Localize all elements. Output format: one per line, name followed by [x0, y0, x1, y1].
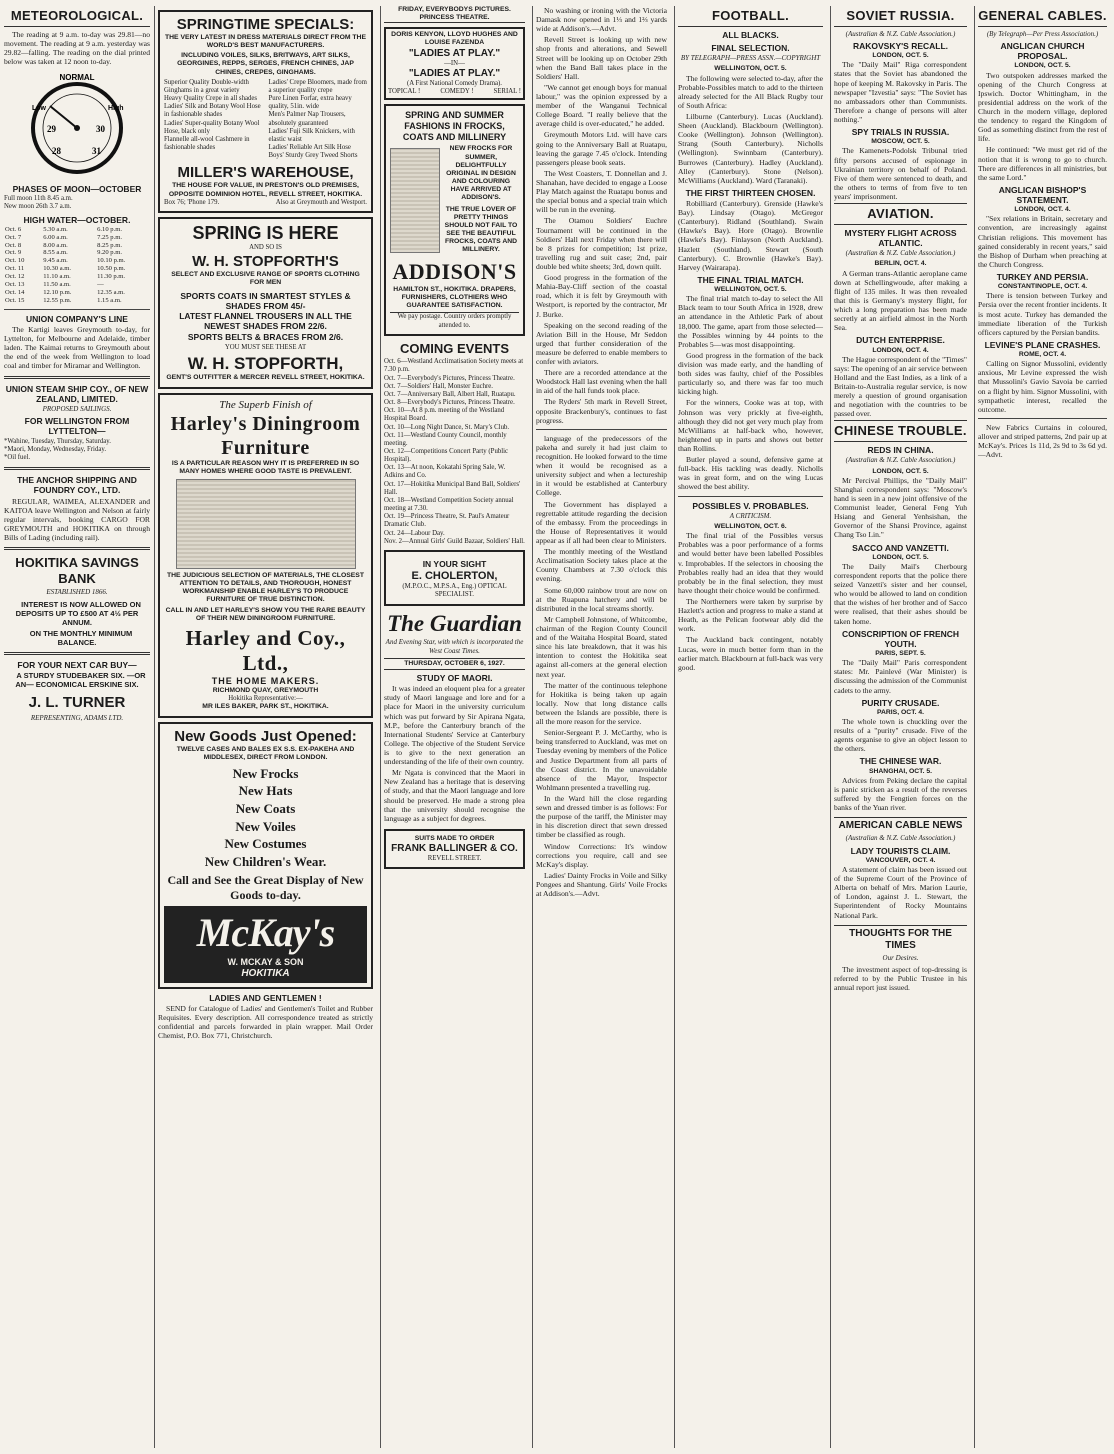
anglican-text: Two outspoken addresses marked the opening of the Church Congress at Ipswich. Doctor Whittingham, in the presidential address on the work of the Church in the modern village, deplored the tendency to regard the Kingdom of God as something distinct from the rest of life. [978, 70, 1107, 144]
high-water-heading: HIGH WATER—OCTOBER. [23, 214, 131, 225]
american-sub: (Australian & N.Z. Cable Association.) [845, 834, 956, 843]
new-goods-call: Call and See the Great Display of New Goods to-day. [167, 873, 364, 902]
mckay-town: HOKITIKA [241, 967, 290, 979]
column-2 [154, 6, 376, 1448]
spring-here-heading: SPRING IS HERE [192, 222, 339, 243]
dial-num: 29 [47, 124, 56, 135]
football-text: The following were selected to-day, after the Probable-Possibles match to add to the thirteen already selected for the All Black Rugby tour of South Africa: [678, 73, 823, 110]
harley-ad [158, 393, 373, 718]
uss-for: FOR WELLINGTON FROM LYTTELTON— [24, 416, 130, 437]
union-heading: UNION COMPANY'S LINE [26, 313, 128, 324]
list-item: New Coats [235, 801, 296, 816]
general-cables-sub: (By Telegraph—Per Press Association.) [986, 29, 1099, 38]
barometer-dial [22, 70, 132, 180]
springtime-text: INCLUDING VOILES, SILKS, BRITWAYS, ART SILKS, GEORGINES, REPPS, SERGES, FRENCH CHINES, JAP CHINES, CREPES, GINGHAMS. [177, 52, 354, 76]
event-item: Oct. 12—Competitions Concert Party (Public Hospital). [384, 447, 509, 464]
spring-here-and: AND SO IS [249, 244, 282, 252]
stopforth-address: GENT'S OUTFITTER & MERCER REVELL STREET, HOKITIKA. [166, 374, 365, 382]
leader-text-2: Mr Ngata is convinced that the Maori in New Zealand has a heritage that is deserving of study, and that the Maori language and lore should be preserved. He made a strong plea that the university should recognise the language as a subject for degrees. [384, 768, 525, 823]
leader-heading: STUDY OF MAORI. [416, 673, 493, 684]
chinese-war-text: Advices from Peking declare the capital is panic stricken as a result of the reverses suffered by the Fengtien forces on the banks of the Yuan river. [834, 775, 967, 813]
list-item: Heavy Quality Crepe in all shades [164, 95, 258, 103]
possibles-text-2: The Northerners were taken by surprise by Hazlett's action and progress to make a stand at Heath, as the Pelican footwear ably did the work. [678, 597, 823, 634]
american-heading: AMERICAN CABLE NEWS [834, 817, 967, 832]
ladies-heading: LADIES AND GENTLEMEN ! [209, 992, 322, 1003]
news-paragraph: The matter of the continuous telephone for Hokitika is being taken up again locally. Now that long distance calls between the Islands are possible, there is all the more reason for the service. [536, 680, 667, 727]
rakovsky-heading: RAKOVSKY'S RECALL. [852, 40, 949, 51]
harley-text-2: THE JUDICIOUS SELECTION OF MATERIALS, THE CLOSEST ATTENTION TO DETAILS, AND THOROUGH, HONEST WORKMANSHIP ENABLE HARLEY'S TO PRODUCE FURNITURE OF TRUE DISTINCTION. [167, 572, 364, 604]
mckay-logo-text: McKay's [196, 909, 335, 955]
list-item: New Children's Wear. [204, 853, 327, 869]
anglican-place: LONDON, OCT. 5. [1014, 62, 1071, 70]
events-heading: COMING EVENTS [399, 340, 510, 356]
conscription-heading: CONSCRIPTION OF FRENCH YOUTH. [841, 628, 960, 649]
pictures-ad [384, 27, 525, 100]
final-trial-text: The final trial match to-day to select the All Black team to tour South Africa in 1928, drew an attendance in the Athletic Park of about 18,000. The game, apart from those selected—the Possibles winning by 44 points to the Probables 5—was most disappointing. [678, 294, 823, 349]
chinese-sub: REDS IN CHINA. [867, 445, 934, 456]
springtime-heading: SPRINGTIME SPECIALS: [176, 16, 355, 33]
miller-also: Also at Greymouth and Westport. [275, 198, 367, 206]
list-item: New Costumes [224, 836, 307, 852]
tides-table [4, 226, 150, 305]
chinese-war-heading: THE CHINESE WAR. [859, 756, 942, 767]
turkey-heading: TURKEY AND PERSIA. [996, 272, 1089, 283]
news-paragraph: The monthly meeting of the Westland Acclimatisation Society takes place at the County Chambers at 7.30 o'clock this evening. [536, 547, 667, 584]
turner-sub: REPRESENTING, ADAMS LTD. [30, 713, 124, 722]
list-item: *Wahine, Tuesday, Thursday, Saturday. [4, 437, 111, 445]
dial-num: 30 [96, 124, 105, 135]
list-item: Ladies' Silk and Botany Wool Hose in fashionable shades [164, 103, 261, 119]
union-text: The Kartigi leaves Greymouth to-day, for Lyttelton, for Melbourne and Adelaide, timber laden. The Kaimai returns to Greymouth about the end of the week from Wellington to load coal and timber for Miramar and Wellington. [4, 324, 150, 371]
football-heading: FOOTBALL. [678, 6, 823, 27]
news-paragraph: Some 60,000 rainbow trout are now on at the Ruapuna hatchery and will be distributed in the local streams shortly. [536, 585, 667, 613]
dutch-heading: DUTCH ENTERPRISE. [856, 335, 945, 346]
news-paragraph: The West Coasters, T. Donnellan and J. Shanahan, have decided to engage a Loose Play Match against the Ruatapu bonus and the special bonus and a special train which will be run in the evening. [536, 168, 667, 215]
hokitika-bank-established: ESTABLISHED 1866. [46, 588, 108, 597]
news-paragraph: language of the predecessors of the pakeha and surely it had just claim to recognition. He looked forward to the time when it would be recognised as a university subject and when a lectureship in it would be established at Canterbury College. [536, 433, 667, 498]
sports-coats: SPORTS COATS IN SMARTEST STYLES & SHADES FROM 45/- [180, 290, 351, 312]
miller-heading: MILLER'S WAREHOUSE, [177, 164, 354, 182]
anchor-heading: THE ANCHOR SHIPPING AND FOUNDRY COY., LTD. [17, 475, 137, 496]
uss-sub: PROPOSED SAILINGS. [42, 404, 112, 413]
aviation-cable: (Australian & N.Z. Cable Association.) [845, 249, 956, 258]
ladies-text: SEND for Catalogue of Ladies' and Gentlemen's Toilet and Rubber Requisites. Every description. All correspondence treated as strictly confidential and parcels forwarded in plain wrapper. Mail Order Chemist, P.O. Box 771, Christchurch. [158, 1003, 373, 1041]
column-5 [674, 6, 826, 1448]
event-item: Oct. 13—At noon, Kokatahi Spring Sale, W. Adkins and Co. [384, 464, 506, 480]
hokitika-bank-heading: HOKITIKA SAVINGS BANK [15, 555, 139, 586]
spy-heading: SPY TRIALS IN RUSSIA. [851, 127, 950, 138]
rakovsky-place: LONDON, OCT. 5. [872, 52, 929, 60]
optician-sight: IN YOUR SIGHT [422, 558, 487, 569]
harley-finish: The Superb Finish of [219, 398, 312, 411]
harley-company: Harley and Coy., Ltd., [185, 625, 346, 676]
list-item: Ladies' Crepe Bloomers, made from a superior quality crepe [268, 78, 367, 94]
purity-place: PARIS, OCT. 4. [876, 708, 925, 716]
column-4 [532, 6, 670, 1448]
film-serial: SERIAL ! [493, 87, 521, 95]
moon-row: Full moon 11th 8.45 a.m. [4, 195, 73, 203]
mckay-logo [164, 906, 367, 983]
table-row: Oct. 13 11.50 a.m. — [5, 281, 104, 289]
news-paragraph: The Ryders' 5th mark in Revell Street, opposite Brackenbury's, continues to fast progress. [536, 397, 667, 425]
dial-high-label: High [108, 105, 124, 113]
stopforth-name-2: W. H. STOPFORTH, [187, 353, 344, 373]
must-see: YOU MUST SEE THESE AT [224, 343, 307, 351]
final-trial-text-4: Butler played a sound, defensive game at full-back. His tackling was deadly. Nicholls was in great form, and on the wing Lucas showed the best ability. [678, 455, 823, 492]
pictures-topbar: FRIDAY, EVERYBODYS PICTURES. PRINCESS THEATRE. [384, 6, 525, 23]
springtime-sub: THE VERY LATEST IN DRESS MATERIALS DIRECT FROM THE WORLD'S BEST MANUFACTURERS. [164, 34, 367, 50]
new-goods-sub: TWELVE CASES AND BALES EX S.S. EX-PAKEHA AND MIDDLESEX, DIRECT FROM LONDON. [176, 745, 355, 761]
thoughts-sub: Our Desires. [882, 953, 919, 962]
possibles-heading: POSSIBLES V. PROBABLES. [692, 500, 809, 511]
hokitika-bank-text2: ON THE MONTHLY MINIMUM BALANCE. [29, 628, 133, 647]
chinese-place: LONDON, OCT. 5. [872, 467, 929, 475]
ballinger-ad [384, 829, 525, 869]
harley-text: IS A PARTICULAR REASON WHY IT IS PREFERRED IN SO MANY HOMES WHERE GOOD TASTE IS PREVALENT. [171, 459, 360, 475]
purity-text: The whole town is chuckling over the results of a "purity" crusade. Five of the agents organise to give an object lesson to the others. [834, 717, 967, 754]
football-names: Lilburne (Canterbury). Lucas (Auckland). Sheen (Auckland). Blackbourn (Wellington). Cooke (Wellington). Johnson (Wellington). Strang (South Canterbury). Nicholls (Wellington). Swinnbarn (Canterbury). Burrowes (Canterbury). Hadley (Auckland). Alley (Canterbury). Stone (Nelson). McWilliams (Auckland). Ward (Taranaki). [678, 111, 823, 185]
dial-num: 28 [52, 146, 61, 157]
purity-heading: PURITY CRUSADE. [861, 697, 940, 708]
stopforth-ad [158, 217, 373, 389]
table-row: Oct. 14 12.10 p.m. 12.35 a.m. [5, 288, 125, 296]
ballinger-sub: REVELL STREET. [427, 855, 482, 863]
mckay-sub: W. MCKAY & SON [227, 956, 304, 967]
harley-address: RICHMOND QUAY, GREYMOUTH [212, 687, 319, 695]
sports-belts: SPORTS BELTS & BRACES FROM 2/6. [187, 331, 344, 342]
next-car-heading: FOR YOUR NEXT CAR BUY— [17, 659, 137, 670]
table-row: Oct. 7 6.00 a.m. 7.25 p.m. [5, 233, 123, 241]
news-paragraph: In the Ward hill the close regarding sewn and dressed timber is as follows: For the purpose of the tariff, the Minister may in his discretion direct that sewn dressed timber be classified as rough. [536, 793, 667, 840]
event-item: Oct. 7—Anniversary Ball, Albert Hall, Ruatapu. [384, 390, 516, 398]
lady-heading: LADY TOURISTS CLAIM. [850, 845, 951, 856]
uss-heading: UNION STEAM SHIP COY., OF NEW ZEALAND, LIMITED. [5, 383, 149, 404]
hokitika-bank-text: INTEREST IS NOW ALLOWED ON DEPOSITS UP TO £500 AT 4½ PER ANNUM. [15, 599, 141, 627]
table-row: Oct. 6 5.30 a.m. 6.10 p.m. [5, 225, 123, 233]
table-row: Oct. 8 8.00 a.m. 8.25 p.m. [5, 241, 123, 249]
stopforth-name: W. H. STOPFORTH'S [192, 252, 339, 270]
list-item: Men's Palmer Nap Trousers, absolutely guaranteed [268, 111, 346, 127]
harley-rep: Hokitika Representative:— [228, 695, 303, 703]
dress-illustration [390, 148, 440, 253]
list-item: *Maori, Monday, Wednesday, Friday. [4, 445, 107, 453]
film-in: —IN— [444, 59, 465, 67]
miller-box: Box 76; 'Phone 179. [164, 198, 220, 206]
conscription-text: The "Daily Mail" Paris correspondent states: Mr. Painlevé (War Minister) is discussing the admission of the Communist cadets to the army. [834, 658, 967, 695]
first-thirteen-names: Robilliard (Canterbury). Grenside (Hawke's Bay). Lindsay (Otago). McGregor (Canterbury). Ridland (Southland). Swain (Hawke's Bay). Hore (Otago). Brownlie (Hawke's Bay). Finlayson (North Auckland). Hazlett (Southland). Stewart (South Canterbury). C. Brownlie (Hawke's Bay). Harvey (Wairarapa). [678, 199, 823, 272]
event-item: Oct. 24—Labour Day. [384, 529, 445, 537]
list-item: Ladies' Super-quality Botany Wool Hose, black only [164, 119, 260, 135]
list-item: Flannelle all-wool Cashmere in fashionable shades [164, 135, 250, 152]
event-item: Oct. 17—Hokitika Municipal Band Ball, Soldiers' Hall. [384, 480, 521, 496]
thoughts-text: The investment aspect of top-dressing is referred to by the Public Trustee in his annual report just issued. [834, 965, 967, 993]
meteorological-text: The reading at 9 a.m. to-day was 29.81—no movement. The reading at 9 a.m. yesterday was 29.82—falling. The reading on the dial printed below was taken at 12 noon to-day. [4, 29, 150, 66]
aviation-place: BERLIN, OCT. 4. [874, 260, 927, 268]
column-7 [974, 6, 1110, 1448]
meteorological-heading: METEOROLOGICAL. [4, 6, 150, 27]
harley-call: CALL IN AND LET HARLEY'S SHOW YOU THE RARE BEAUTY OF THEIR NEW DININGROOM FURNITURE. [165, 606, 366, 622]
final-trial-heading: THE FINAL TRIAL MATCH. [697, 274, 804, 285]
list-item: New Voiles [235, 818, 296, 834]
list-item: New Frocks [232, 765, 299, 781]
event-item: Nov. 2—Annual Girls' Guild Bazaar, Soldiers' Hall. [384, 537, 525, 545]
thoughts-heading: THOUGHTS FOR THE TIMES [834, 925, 967, 952]
dutch-text: The Hague correspondent of the "Times" says: The opening of an air service between Holland and the East Indies, as a link of a Britain-to-Australia regular service, is now merely a question of ground organisation and negotiation with the countries to be passed over. [834, 354, 967, 419]
chinese-heading: CHINESE TROUBLE. [834, 420, 967, 442]
stopforth-sub: SELECT AND EXCLUSIVE RANGE OF SPORTS CLOTHING FOR MEN [171, 270, 360, 286]
list-item: Ladies' Reliable Art Silk Hose [268, 144, 351, 152]
bishop-place: LONDON, OCT. 4. [1014, 206, 1071, 214]
turkey-text: There is tension between Turkey and Persia over the recent frontier incidents. It is most acute. Turkey has demanded the immediate liberation of the Turkish officers captured by the Persian bandits. [978, 291, 1107, 337]
football-sub: ALL BLACKS. [722, 29, 779, 40]
anglican-text-2: He continued: "We must get rid of the notion that it is wrong to go to church. There are differences in all ministries, but the same Lord." [978, 145, 1107, 182]
film-title-2: "LADIES AT PLAY." [408, 67, 501, 79]
table-row: Oct. 15 12.55 p.m. 1.15 a.m. [5, 296, 122, 304]
event-item: Oct. 6—Westland Acclimatisation Society meets at 7.30 p.m. [384, 358, 524, 374]
event-item: Oct. 18—Westland Competition Society annual meeting at 7.30. [384, 496, 514, 513]
harley-homes: THE HOME MAKERS. [211, 676, 320, 687]
aviation-sub: MYSTERY FLIGHT ACROSS ATLANTIC. [844, 227, 957, 248]
general-cables-heading: GENERAL CABLES. [978, 6, 1107, 27]
fabrics-advert: New Fabrics Curtains in coloured, allover and striped patterns, 2nd pair up at McKay's. Prices 1s 11d, 2s 9d to 3s 6d yd.—Advt. [978, 422, 1107, 460]
news-paragraph: Greymouth Motors Ltd. will have cars going to the Anniversary Ball at Ruatapu, leaving the garage 7.45 o'clock. Intending passengers please book seats. [536, 130, 667, 167]
final-trial-text-2: Good progress in the formation of the back division was made early, and the handling of both sides was faulty, chief of the Possibles particularly so, and there was far too much kicking high. [678, 350, 823, 397]
news-paragraph: Window Corrections: It's window corrections you require, call and see McKay's display. [536, 841, 667, 869]
film-topical: TOPICAL ! [388, 87, 421, 95]
list-item: Pure Linen Forfar, extra heavy quality, 51in. wide [268, 95, 352, 111]
spy-text: The Kamenets-Podolsk Tribunal tried fifty persons accused of espionage in Ukrainian territory on behalf of Poland. Five of them were sentenced to death, and the others to terms of from five to ten years' imprisonment. [834, 146, 967, 201]
ballinger-name: FRANK BALLINGER & CO. [391, 843, 518, 855]
soviet-sub: (Australian & N.Z. Cable Association.) [845, 29, 956, 38]
anglican-heading: ANGLICAN CHURCH PROPOSAL. [1000, 40, 1085, 62]
issue-date: THURSDAY, OCTOBER 6, 1927. [384, 658, 525, 670]
football-sub-2: FINAL SELECTION. [711, 42, 790, 53]
first-thirteen-heading: THE FIRST THIRTEEN CHOSEN. [685, 187, 816, 198]
aviation-text: A German trans-Atlantic aeroplane came down at Schellingwoude, after making a flight of 135 miles. It was then revealed that this is Germany's mystery flight, for which a long preparation has been made secretly at an airfield almost in the North Sea. [834, 268, 967, 333]
news-paragraph: Mr Campbell Johnstone, of Whitcombe, chairman of the Region County Council and of the Waitaha Hospital Board, stated since his late breakdown, that it was his intention to contest the Hokitika seat against all-comers at the general election next year. [536, 614, 667, 679]
list-item: Ladies' Fuji Silk Knickers, with elastic waist [268, 127, 355, 143]
levine-place: ROME, OCT. 4. [1018, 351, 1067, 359]
event-item: Oct. 7—Everybody's Pictures, Princess Theatre. [384, 374, 515, 382]
levine-heading: LEVINE'S PLANE CRASHES. [984, 339, 1101, 350]
sacco-text: The Daily Mail's Cherbourg correspondent reports that the police there seized Vanzetti's sister and her counsel, who would be allowed to land on condition that the wishes of her brother and of Sacco were realised, that their ashes should be taken home. [834, 561, 967, 626]
final-trial-text-3: For the winners, Cooke was at top, with Johnson was very prickly at five-eighth, although they did not get very much play from McWilliams at half-back who, however, heightened up in parts and shows out better than Rollins. [678, 398, 823, 453]
dial-low-label: Low [32, 105, 46, 113]
lady-place: VANCOUVER, OCT. 4. [865, 856, 936, 864]
pictures-cast: DORIS KENYON, LLOYD HUGHES AND LOUISE FAZENDA [391, 31, 518, 47]
levine-text: Calling on Signor Mussolini, evidently anxious, Mr Levine expressed the wish that Mussolini's Gavio Savoia be carried on a flight by him. Signor Mussolini, with sympathetic interest, recalled the outcome. [978, 359, 1107, 414]
conscription-place: PARIS, SEPT. 5. [875, 650, 926, 658]
turkey-place: CONSTANTINOPLE, OCT. 4. [997, 283, 1088, 291]
addison-head: SPRING AND SUMMER FASHIONS IN FROCKS, COATS AND MILLINERY [402, 110, 507, 142]
addison-text-2: THE TRUE LOVER OF PRETTY THINGS SHOULD NOT FAIL TO SEE THE BEAUTIFUL FROCKS, COATS AND MILLINERY. [444, 205, 518, 254]
miller-sub: THE HOUSE FOR VALUE, IN PRESTON'S OLD PREMISES, OPPOSITE DOMINION HOTEL, REVELL STREET, HOKITIKA. [168, 182, 363, 198]
table-row: Oct. 9 8.55 a.m. 9.20 p.m. [5, 249, 123, 257]
harley-title: Harley's Diningroom Furniture [170, 412, 361, 459]
event-item: Oct. 7—Soldiers' Hall, Monster Euchre. [384, 382, 494, 390]
possibles-sub: A CRITICISM. [729, 511, 772, 520]
furniture-illustration [176, 479, 356, 569]
bishop-text: "Sex relations in Britain, secretary and convention, are increasingly against Christian religions. This movement has gained considerably in recent years," said the Bishop of Durham when preaching at the Church Congress. [978, 214, 1107, 269]
film-sub: (A First National Comedy Drama). [407, 79, 502, 87]
possibles-text: The final trial of the Possibles versus Probables was a poor performance of a forms and would better have been labelled Possibles v. Improbables. If the selectors in choosing the Probables really had an idea that they would probably be in the final selection, they must have thought their choice would be confirmed. [678, 531, 823, 595]
sacco-place: LONDON, OCT. 5. [872, 553, 929, 561]
film-comedy: COMEDY ! [440, 87, 474, 95]
event-item: Oct. 8—Everybody's Pictures, Princess Theatre. [384, 399, 515, 407]
news-paragraph: The Government has displayed a regrettable attitude regarding the decision of the embassy. From the proceedings in the House of Representatives it would appear as if all had been clear to Ministers. [536, 499, 667, 546]
addison-footer: We pay postage. Country orders promptly attended to. [390, 312, 519, 329]
list-item: New Hats [238, 783, 293, 799]
optician-sub: (M.P.O.C., M.P.S.A., Eng.) OPTICAL SPECIALIST. [402, 583, 507, 599]
news-paragraph: No washing or ironing with the Victoria Damask now opened in 1⅓ and 1⅔ yards wide at Addison's.—Advt. [536, 6, 667, 34]
new-goods-heading: New Goods Just Opened: [174, 727, 357, 745]
news-paragraph: Ladies' Dainty Frocks in Voile and Silky Pongees and Shantung. Girls' Voile Frocks at Addison's.—Advt. [536, 870, 668, 899]
flannel-trousers: LATEST FLANNEL TROUSERS IN ALL THE NEWEST SHADES FROM 22/6. [179, 311, 352, 332]
possibles-text-3: The Auckland back contingent, notably Lucas, were in much better form than in the earlier match. Blackbourn at full-back was very good. [678, 635, 823, 672]
table-row: Oct. 12 11.10 a.m. 11.30 p.m. [5, 273, 126, 281]
football-copyright: BY TELEGRAPH—PRESS ASSN.—COPYRIGHT [680, 53, 821, 62]
moon-row: New moon 26th 3.7 a.m. [4, 203, 72, 211]
table-row: Oct. 11 10.30 a.m. 10.50 p.m. [5, 265, 126, 273]
addison-text: NEW FROCKS FOR SUMMER, DELIGHTFULLY ORIGINAL IN DESIGN AND COLOURING HAVE ARRIVED AT ADDISON'S. [446, 145, 516, 202]
addison-name: ADDISON'S [392, 259, 517, 285]
addison-ad [384, 104, 525, 336]
event-item: Oct. 10—Long Night Dance, St. Mary's Club. [384, 423, 510, 431]
possibles-place: WELLINGTON, OCT. 6. [714, 523, 787, 531]
list-item: Superior Quality Double-width Ginghams in a great variety [164, 78, 249, 94]
column-1 [4, 6, 150, 1448]
chinese-war-place: SHANGHAI, OCT. 5. [868, 767, 933, 775]
sacco-heading: SACCO AND VANZETTI. [852, 542, 949, 553]
event-item: Oct. 11—Westland County Council, monthly meeting. [384, 431, 507, 447]
dial-num: 31 [92, 146, 101, 157]
addison-sub: HAMILTON ST., HOKITIKA. DRAPERS, FURNISHERS, CLOTHIERS WHO GUARANTEE SATISFACTION. [393, 285, 516, 310]
news-paragraph: Good progress in the formation of the Mahia-Bay-Cliff section of the coastal road, which it is felt by Greymouth with Westport, is reported by the contractor, Mr J. Burke. [536, 273, 667, 319]
table-row: Oct. 10 9.45 a.m. 10.10 p.m. [5, 257, 126, 265]
bishop-heading: ANGLICAN BISHOP'S STATEMENT. [998, 184, 1087, 206]
final-trial-place: WELLINGTON, OCT. 5. [714, 286, 787, 294]
soviet-heading: SOVIET RUSSIA. [834, 6, 967, 27]
guardian-masthead: The Guardian [387, 610, 522, 636]
list-item: *Oil fuel. [4, 453, 31, 461]
harley-rep-2: MR ILES BAKER, PARK ST., HOKITIKA. [202, 703, 329, 711]
event-item: Oct. 10—At 8 p.m. meeting of the Westland Hospital Board. [384, 407, 505, 423]
news-paragraph: The Otamou Soldiers' Euchre Tournament will be continued in the Soldiers' Hall next Friday when there will be 8 prizes for competition; 1st prize, travelling rug and suit case; 2nd, pair double bed white sheets; 3rd, down quilt. [536, 216, 667, 271]
dial-normal-label: NORMAL [59, 73, 95, 83]
chinese-text: Mr Percival Phillips, the "Daily Mail" Shanghai correspondent says: "Moscow's hand is seen in a new joint offensive of the Communist leader, General Feng Yuh Hsiang and General Yenhsishan, the Governor of the Shansi Province, against Chang Tso Lin." [834, 475, 967, 540]
chinese-cable: (Australian & N.Z. Cable Association.) [845, 456, 956, 465]
list-item: Boys' Sturdy Grey Tweed Shorts [268, 152, 358, 160]
column-6 [830, 6, 970, 1448]
event-item: Oct. 19—Princess Theatre, St. Paul's Amateur Dramatic Club. [384, 513, 510, 529]
optician-ad [384, 550, 525, 606]
guardian-sub: And Evening Star, with which is incorporated the West Coast Times. [385, 638, 524, 655]
film-title: "LADIES AT PLAY." [408, 47, 501, 59]
dutch-place: LONDON, OCT. 4. [872, 346, 929, 354]
football-place: WELLINGTON, OCT. 5. [714, 65, 787, 73]
next-car-text: A STURDY STUDEBAKER SIX. —OR AN— ECONOMICAL ERSKINE SIX. [15, 670, 146, 689]
lady-text: A statement of claim has been issued out of the Supreme Court of the Province of Alberta on behalf of Mrs. Marion Laurie, of London, against J. L. Stewart, the Superintendent of Rocky Mountains National Park. [834, 864, 967, 920]
springtime-ad [158, 10, 373, 213]
news-paragraph: "We cannot get enough boys for manual labour," was the opinion expressed by a member of the Wanganui Technical College Board. "I really believe that the average child is over-educated," he added. [536, 82, 667, 129]
leader-text: It was indeed an eloquent plea for a greater study of Maori language and lore and for a place for Maori in the university curriculum which was put forward by Sir Apirana Ngata, M.P., before the Canterbury branch of the International Students' Service at Canterbury College. The objective of the Student Service is to give to the next generation an understanding of the life of their own country. [384, 684, 525, 767]
suits-heading: SUITS MADE TO ORDER [414, 834, 495, 842]
aviation-heading: AVIATION. [834, 203, 967, 225]
column-3 [380, 6, 528, 1448]
optician-name: E. CHOLERTON, [411, 570, 498, 583]
new-goods-ad [158, 722, 373, 989]
turner-name: J. L. TURNER [28, 693, 126, 711]
news-paragraph: Speaking on the second reading of the Aviation Bill in the House, Mr Seddon urged that further consideration of the measure be deferred to enable members to confer with aviators. [536, 320, 667, 367]
news-paragraph: Senior-Sergeant P. J. McCarthy, who is being transferred to Auckland, was met on Tuesday evening by members of the Police and Justice Department from all parts of the Coast district. In the unavoidable absence of the Mayor, Inspector Wohlmann presented a travelling rug. [536, 728, 667, 792]
news-paragraph: Revell Street is looking up with new shop fronts and alterations, and Sewell Street will be looking up on October 29th when the Band Ball takes place in the Soldiers' Hall. [536, 35, 667, 81]
news-paragraph: There are a recorded attendance at the Woodstock Hall last evening when the hall in aid of the hall funds took place. [536, 368, 667, 396]
rakovsky-text: The "Daily Mail" Riga correspondent states that the Soviet has abandoned the hope of keeping M. Rakovsky in Paris. The newspaper "Izvestia" says: "The Soviet has no ambassadors other than Communists. Therefore a change of persons will alter nothing." [834, 60, 967, 124]
spy-place: MOSCOW, OCT. 5. [871, 138, 930, 146]
anchor-text: REGULAR, WAIMEA, ALEXANDER and KAITOA leave Wellington and Nelson at fairly regular intervals, booking CARGO FOR GREYMOUTH and HOKITIKA on through Bills of Lading (including rail). [4, 496, 150, 542]
moon-heading: PHASES OF MOON—OCTOBER [12, 184, 142, 195]
